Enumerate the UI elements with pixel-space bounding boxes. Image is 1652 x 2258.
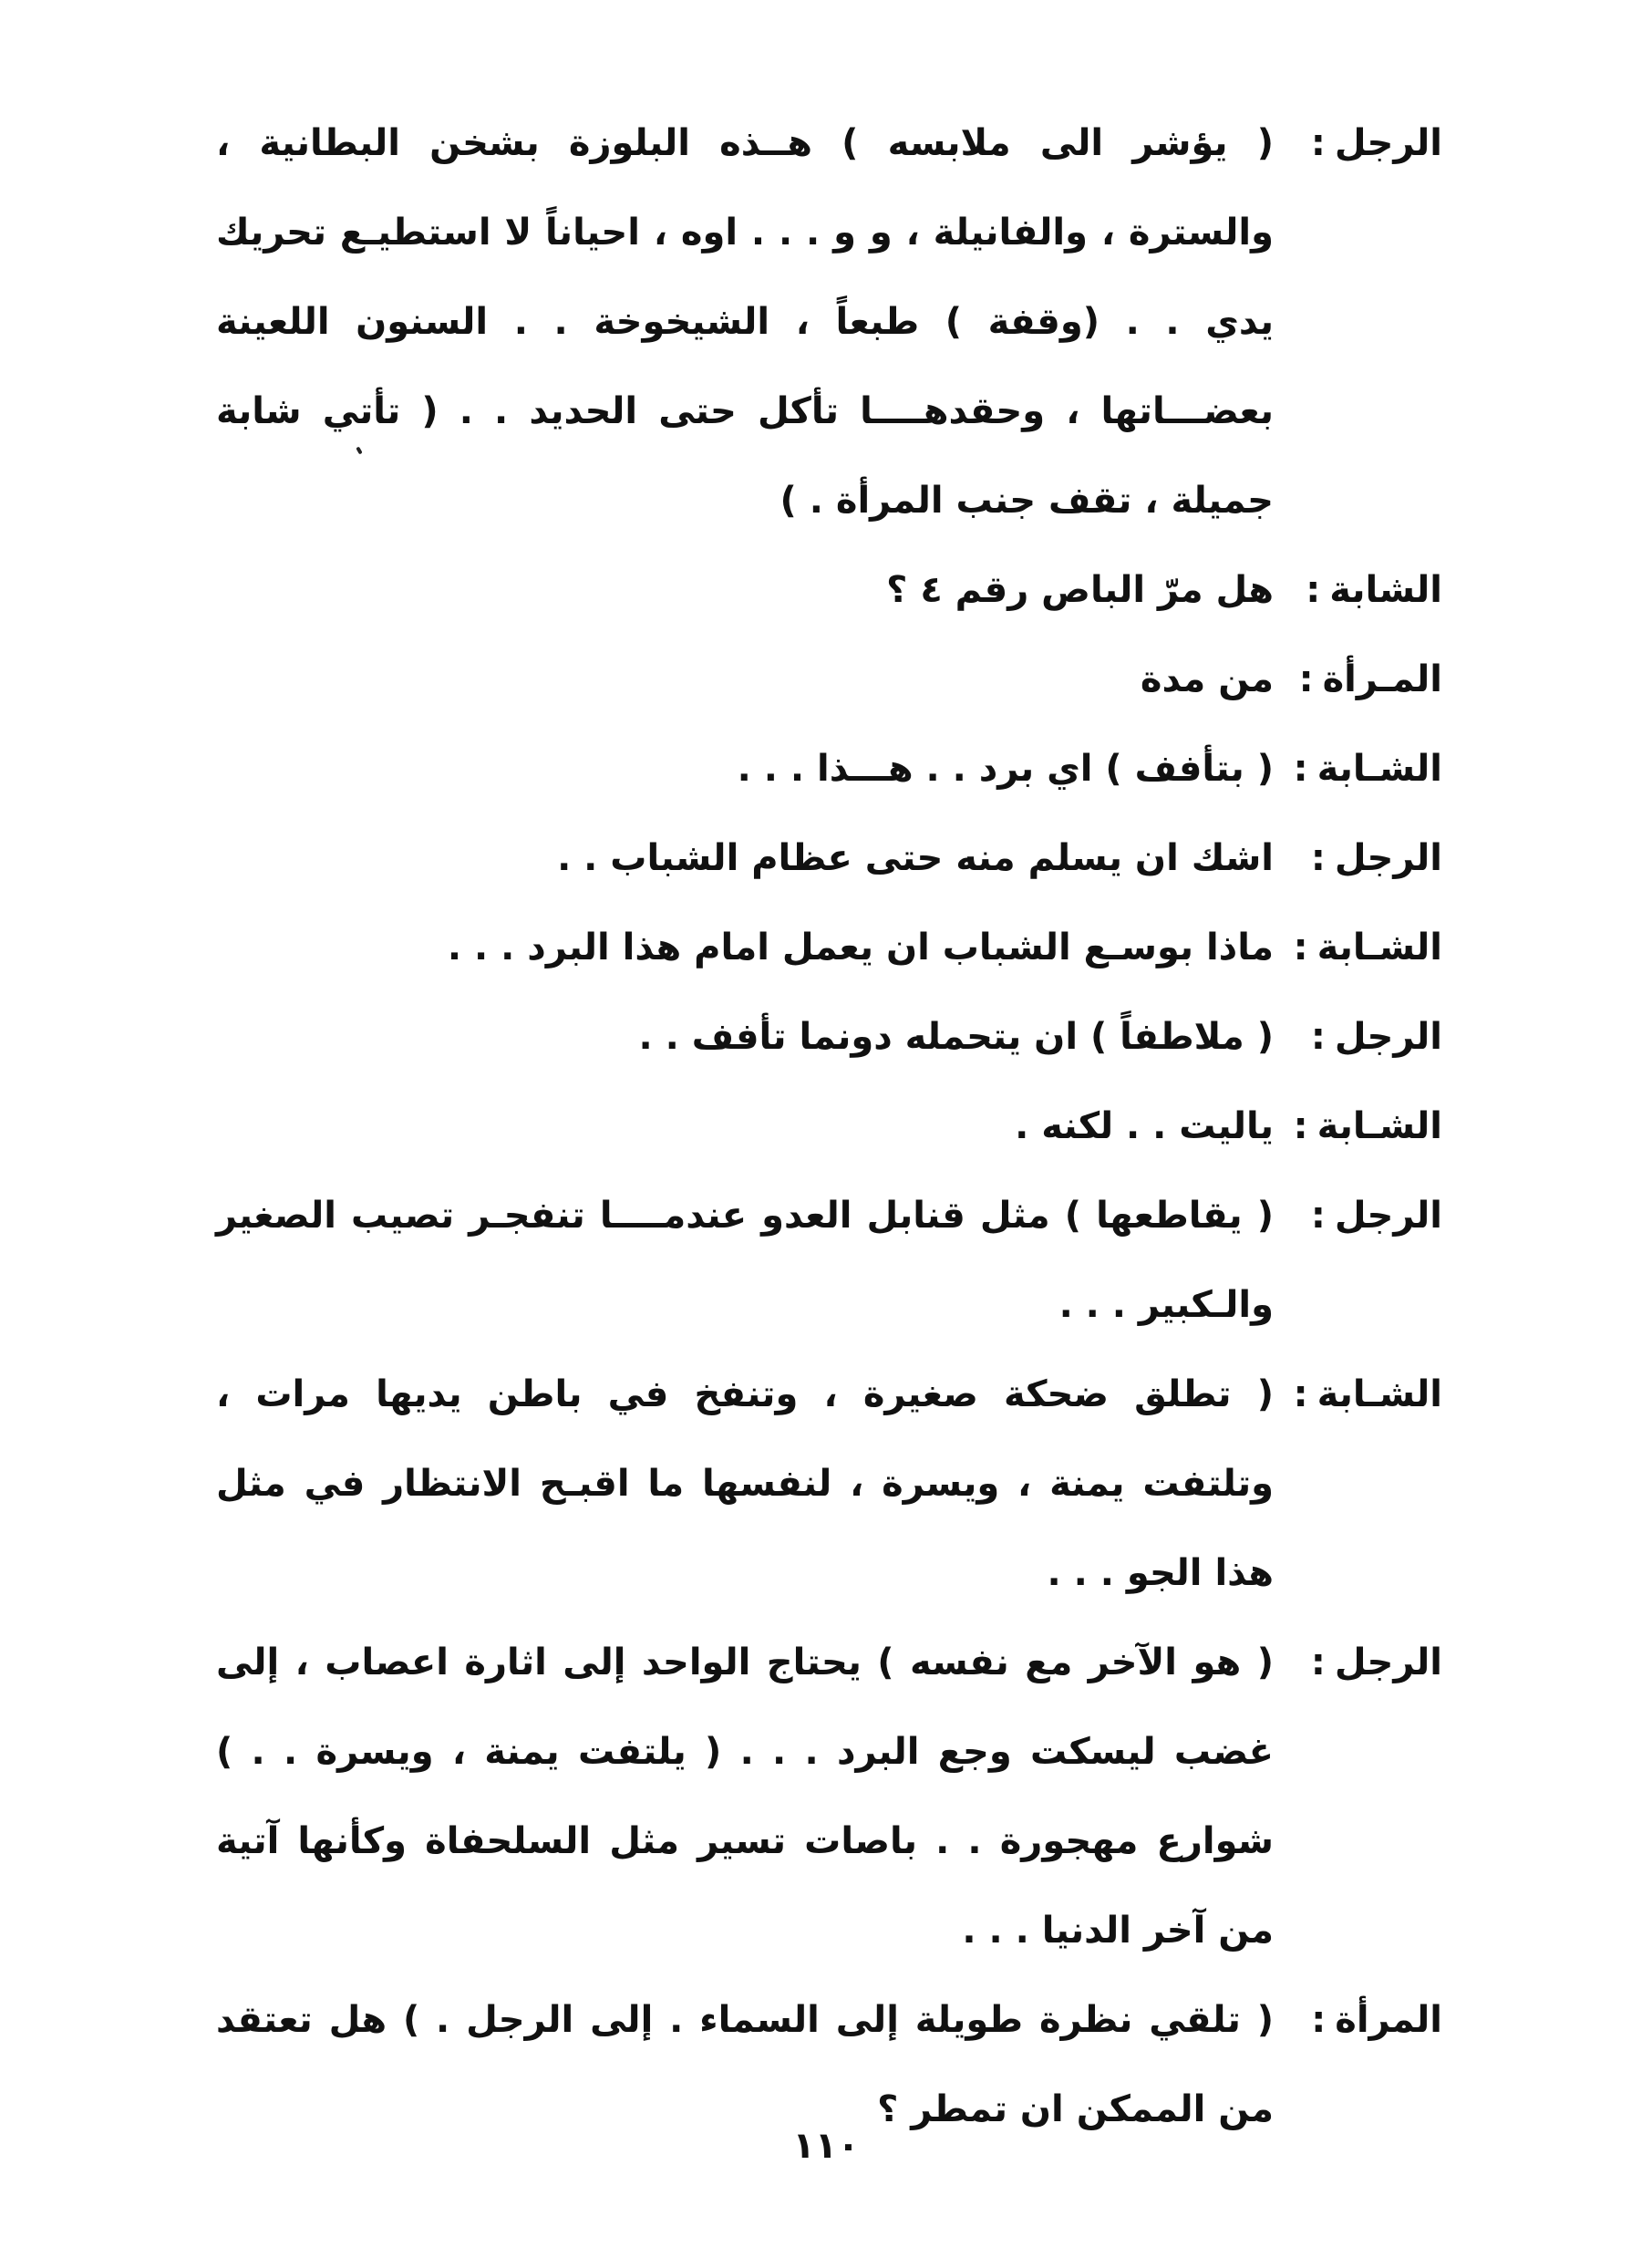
speaker-name: الشـابة:: [1293, 1105, 1442, 1147]
speech-text: ( تلقي نظرة طويلة إلى السماء . إلى الرجل . ) هل تعتقد من الممكن ان تمطر ؟: [216, 1999, 1274, 2130]
dialogue-line: [216, 545, 1442, 635]
play-dialogue: [216, 98, 1442, 2154]
dialogue-line: [216, 903, 1442, 992]
speech-text: ( يؤشر الى ملابسه ) هــذه البلوزة بشخن البطانية ، والسترة ، والفانيلة ، و و . . . اوه ، احياناً لا استطيـع تحريك يدي . . (وقفة ) طبعاً ، الشيخوخة . . السنون اللعينة بعضـــاتها ، وحقدهــــا تأكل حتى الحديد . . ( تأتي شابة جميلة ، تقف جنب المرأة . ): [216, 122, 1274, 522]
speaker-name: الشـابة:: [1293, 748, 1442, 790]
speech-text: ( ملاطفاً ) ان يتحمله دونما تأفف . .: [638, 1016, 1274, 1058]
dialogue-line: [216, 98, 1442, 545]
dialogue-line: [216, 992, 1442, 1082]
speaker-name: الرجل:: [1310, 1642, 1442, 1683]
speaker-name: الرجل:: [1310, 837, 1442, 879]
dialogue-line: [216, 1350, 1442, 1618]
page-number: ١١٠: [792, 2125, 860, 2167]
dialogue-line: [216, 724, 1442, 813]
speech-text: ( بتأفف ) اي برد . . هـــذا . . .: [737, 748, 1274, 790]
dialogue-line: [216, 1082, 1442, 1171]
dialogue-line: [216, 1618, 1442, 1975]
speech-text: هل مرّ الباص رقم ٤ ؟: [886, 569, 1274, 611]
speech-text: ياليت . . لكنه .: [1015, 1105, 1274, 1147]
speaker-name: المرأة:: [1311, 1999, 1442, 2041]
dialogue-line: [216, 1171, 1442, 1350]
speech-text: اشك ان يسلم منه حتى عظام الشباب . .: [557, 837, 1274, 879]
dialogue-line: [216, 635, 1442, 724]
dialogue-line: [216, 813, 1442, 903]
speaker-name: الشابة:: [1306, 569, 1442, 611]
speaker-name: المـرأة:: [1298, 658, 1442, 700]
speaker-name: الرجل:: [1310, 1016, 1442, 1058]
speech-text: ( هو الآخر مع نفسه ) يحتاج الواحد إلى اثارة اعصاب ، إلى غضب ليسكت وجع البرد . . . ( يلتفت يمنة ، ويسرة . . ) شوارع مهجورة . . باصات تسير مثل السلحفاة وكأنها آتية من آخر الدنيا . . .: [216, 1642, 1274, 1952]
speaker-name: الرجل:: [1310, 1195, 1442, 1237]
speaker-name: الشـابة:: [1293, 1373, 1442, 1415]
speech-text: من مدة: [1140, 658, 1274, 700]
speaker-name: الرجل:: [1310, 122, 1442, 164]
speech-text: ماذا بوسـع الشباب ان يعمل امام هذا البرد . . .: [447, 927, 1274, 968]
speech-text: ( يقاطعها ) مثل قنابل العدو عندمــــا تنفجـر تصيب الصغير والـكبير . . .: [216, 1195, 1274, 1326]
speech-text: ( تطلق ضحكة صغيرة ، وتنفخ في باطن يديها مرات ، وتلتفت يمنة ، ويسرة ، لنفسها ما اقبـح الانتظار في مثل هذا الجو . . .: [216, 1373, 1274, 1594]
speaker-name: الشـابة:: [1293, 927, 1442, 968]
